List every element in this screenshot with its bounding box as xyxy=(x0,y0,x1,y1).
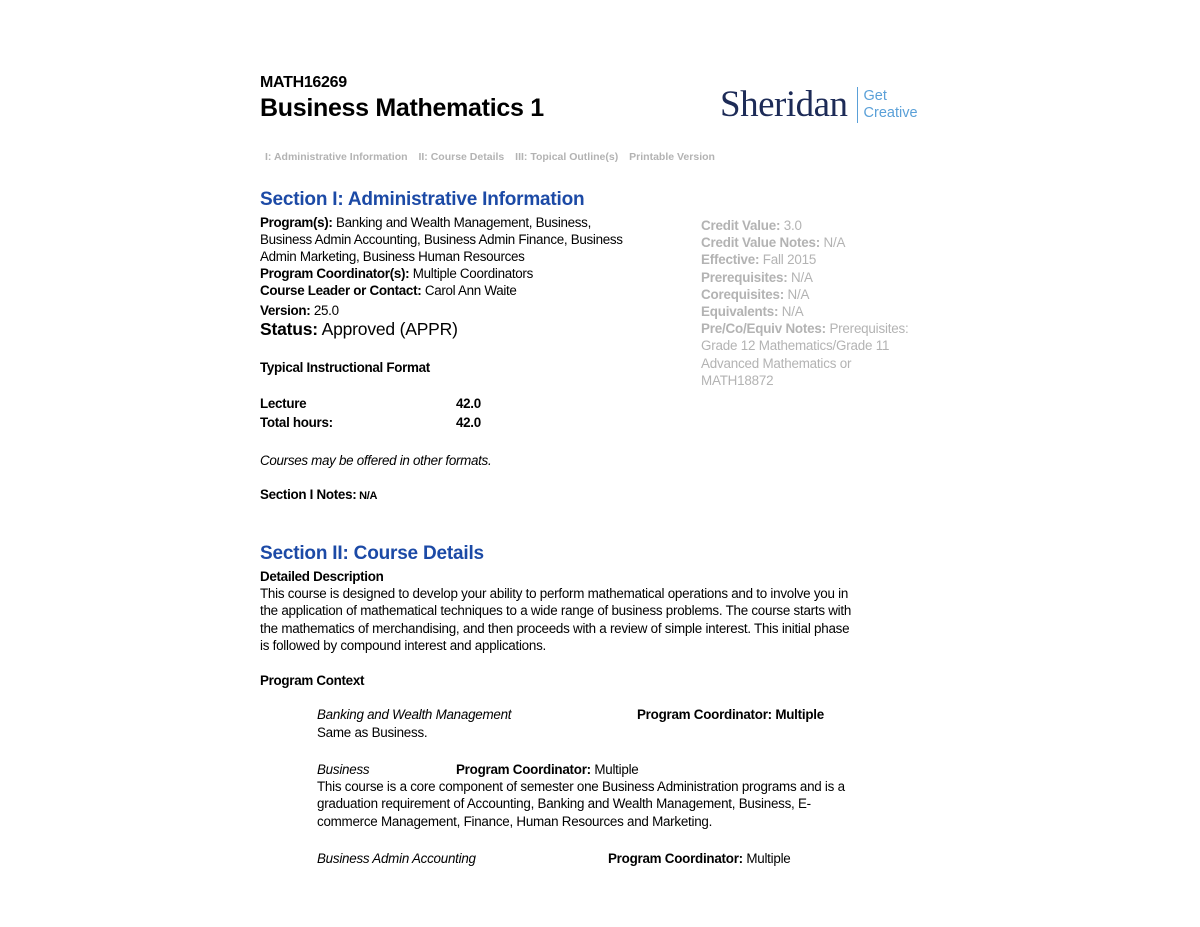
effective-label: Effective: xyxy=(701,252,760,268)
preco-line1: Prerequisites: xyxy=(825,321,909,337)
context-coordinator-label: Program Coordinator: xyxy=(456,762,591,777)
course-code: MATH16269 xyxy=(260,74,347,91)
coordinator-value: Multiple Coordinators xyxy=(409,266,533,281)
hours-label: Total hours: xyxy=(260,415,333,430)
version-label: Version: xyxy=(260,303,311,318)
programs-line3: Admin Marketing, Business Human Resources xyxy=(260,249,525,264)
context-text-line: This course is a core component of semester one Business Administration programs and is a xyxy=(317,779,845,794)
hours-row xyxy=(260,394,481,413)
context-text-line: commerce Management, Finance, Human Resources and Marketing. xyxy=(317,813,713,829)
preco-line4: MATH18872 xyxy=(701,372,774,388)
course-title: Business Mathematics 1 xyxy=(260,94,544,122)
programs-field xyxy=(260,214,700,299)
section1-notes xyxy=(260,486,377,505)
context-coordinator xyxy=(637,706,824,723)
description-line: is followed by compound interest and applications. xyxy=(260,638,546,654)
context-coordinator-value: Multiple xyxy=(742,851,791,866)
nav-link-printable-version[interactable]: Printable Version xyxy=(629,151,715,163)
section-nav xyxy=(265,151,723,163)
context-text-line: graduation requirement of Accounting, Banking and Wealth Management, Business, E- xyxy=(317,796,811,812)
context-program-name: Banking and Wealth Management xyxy=(317,707,512,722)
programs-line2: Business Admin Accounting, Business Admin Finance, Business xyxy=(260,232,623,247)
formats-note: Courses may be offered in other formats. xyxy=(260,453,492,468)
preco-line3: Advanced Mathematics or xyxy=(701,355,852,371)
credit-value: 3.0 xyxy=(780,218,802,233)
version-field xyxy=(260,302,339,319)
preco-line2: Grade 12 Mathematics/Grade 11 xyxy=(701,338,890,354)
hours-value: 42.0 xyxy=(456,396,481,411)
prereq-value: N/A xyxy=(787,269,813,285)
hours-row xyxy=(260,413,481,432)
notes-label: Section I Notes: xyxy=(260,487,357,502)
status-field xyxy=(260,319,458,340)
detailed-description xyxy=(260,585,950,655)
credit-notes-label: Credit Value Notes: xyxy=(701,235,820,251)
context-program-name: Business Admin Accounting xyxy=(317,851,476,866)
logo-wordmark: Sheridan xyxy=(720,84,848,125)
coordinator-label: Program Coordinator(s): xyxy=(260,266,410,281)
version-value: 25.0 xyxy=(310,303,339,318)
programs-label: Program(s): xyxy=(260,215,333,230)
nav-link-topical-outline[interactable]: III: Topical Outline(s) xyxy=(515,151,619,163)
status-value: Approved (APPR) xyxy=(317,319,458,339)
leader-label: Course Leader or Contact: xyxy=(260,283,422,298)
context-coordinator-label: Program Coordinator: xyxy=(637,707,772,722)
context-coordinator-value: Multiple xyxy=(771,707,824,722)
logo-tagline xyxy=(864,88,918,122)
coreq-value: N/A xyxy=(783,286,810,302)
effective-value: Fall 2015 xyxy=(759,252,817,268)
programs-line1: Banking and Wealth Management, Business, xyxy=(332,215,591,230)
preco-label: Pre/Co/Equiv Notes: xyxy=(701,321,826,337)
logo-tagline-line1: Get xyxy=(863,87,887,104)
status-label: Status: xyxy=(260,319,318,339)
nav-link-course-details[interactable]: II: Course Details xyxy=(418,151,505,163)
format-heading: Typical Instructional Format xyxy=(260,360,430,375)
context-text xyxy=(317,778,957,830)
section2-heading: Section II: Course Details xyxy=(260,543,484,564)
hours-value: 42.0 xyxy=(456,415,481,430)
context-text: Same as Business. xyxy=(317,725,428,740)
context-coordinator xyxy=(608,850,791,867)
credit-notes: N/A xyxy=(819,235,846,251)
logo-divider xyxy=(857,87,858,123)
equiv-label: Equivalents: xyxy=(701,304,779,320)
description-line: This course is designed to develop your ability to perform mathematical operations and to involve you in xyxy=(260,586,849,601)
hours-table xyxy=(260,394,481,432)
credit-value-label: Credit Value: xyxy=(701,218,781,233)
description-line: the application of mathematical techniques to a wide range of business problems. The course starts with xyxy=(260,603,852,619)
context-coordinator xyxy=(456,761,639,778)
program-context-heading: Program Context xyxy=(260,673,365,688)
description-heading: Detailed Description xyxy=(260,569,384,584)
description-line: the mathematics of merchandising, and then proceeds with a review of simple interest. This initial phase xyxy=(260,620,850,636)
nav-link-administrative[interactable]: I: Administrative Information xyxy=(265,151,408,163)
logo-tagline-line2: Creative xyxy=(863,104,918,121)
context-coordinator-label: Program Coordinator: xyxy=(608,851,743,866)
coreq-label: Corequisites: xyxy=(701,286,784,302)
section1-heading: Section I: Administrative Information xyxy=(260,189,585,210)
hours-label: Lecture xyxy=(260,396,307,411)
context-coordinator-value: Multiple xyxy=(590,762,639,777)
credit-sidebar xyxy=(701,217,951,389)
leader-value: Carol Ann Waite xyxy=(421,283,517,298)
sheridan-logo xyxy=(720,86,918,123)
notes-value: N/A xyxy=(356,490,378,502)
prereq-label: Prerequisites: xyxy=(701,269,788,285)
context-program-name: Business xyxy=(317,762,370,777)
equiv-value: N/A xyxy=(778,304,804,320)
